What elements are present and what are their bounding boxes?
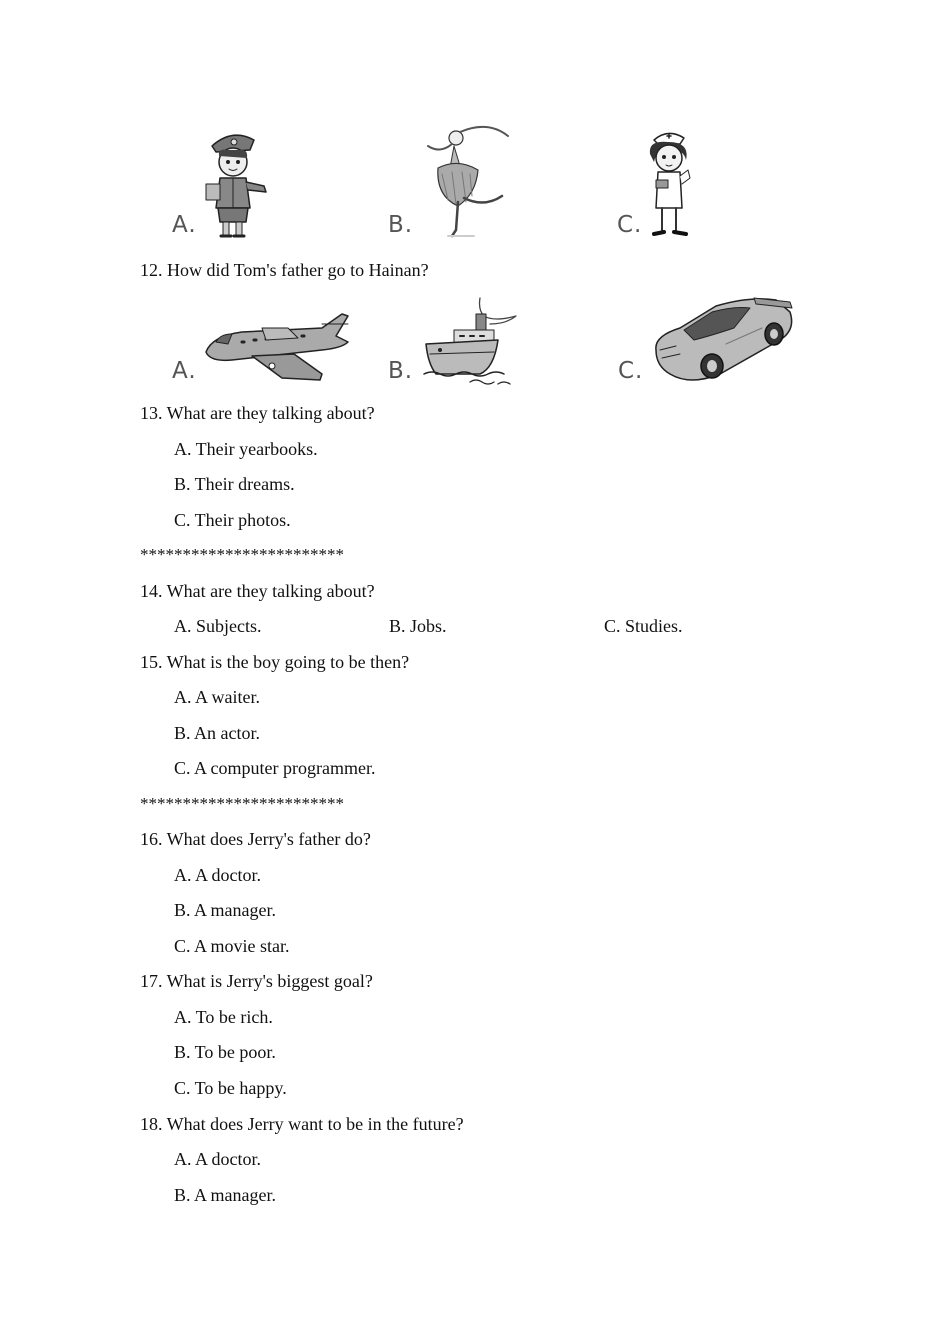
option-label-a: A.	[172, 212, 197, 238]
option-label-c: C.	[618, 358, 644, 384]
section-separator: ************************	[140, 794, 344, 813]
q13-option-a[interactable]: A. Their yearbooks.	[174, 439, 318, 459]
q14-option-b[interactable]: B. Jobs.	[389, 616, 447, 636]
q18-option-b[interactable]: B. A manager.	[174, 1185, 276, 1205]
option-label-b: B.	[388, 212, 414, 238]
question-18: 18. What does Jerry want to be in the future?	[140, 1114, 464, 1134]
question-14: 14. What are they talking about?	[140, 581, 375, 601]
q17-option-b[interactable]: B. To be poor.	[174, 1042, 276, 1062]
option-label-a: A.	[172, 358, 197, 384]
option-label-b: B.	[388, 358, 414, 384]
section-separator: ************************	[140, 545, 344, 564]
question-16: 16. What does Jerry's father do?	[140, 829, 371, 849]
q16-option-b[interactable]: B. A manager.	[174, 900, 276, 920]
q14-option-c[interactable]: C. Studies.	[604, 616, 683, 636]
option-label-c: C.	[617, 212, 643, 238]
question-12: 12. How did Tom's father go to Hainan?	[140, 260, 429, 280]
q14-option-a[interactable]: A. Subjects.	[174, 616, 262, 636]
question-15: 15. What is the boy going to be then?	[140, 652, 410, 672]
q16-option-c[interactable]: C. A movie star.	[174, 936, 290, 956]
q18-option-a[interactable]: A. A doctor.	[174, 1149, 262, 1169]
ship-icon	[420, 294, 524, 388]
q13-option-c[interactable]: C. Their photos.	[174, 510, 291, 530]
q15-option-a[interactable]: A. A waiter.	[174, 687, 260, 707]
question-17: 17. What is Jerry's biggest goal?	[140, 971, 373, 991]
car-icon	[650, 294, 796, 386]
q15-option-c[interactable]: C. A computer programmer.	[174, 758, 376, 778]
q15-option-b[interactable]: B. An actor.	[174, 723, 260, 743]
q17-option-c[interactable]: C. To be happy.	[174, 1078, 287, 1098]
nurse-icon	[640, 128, 700, 240]
q16-option-a[interactable]: A. A doctor.	[174, 865, 262, 885]
q17-option-a[interactable]: A. To be rich.	[174, 1007, 273, 1027]
police-officer-icon	[198, 128, 272, 240]
question-13: 13. What are they talking about?	[140, 403, 375, 423]
q13-option-b[interactable]: B. Their dreams.	[174, 474, 295, 494]
airplane-icon	[202, 312, 352, 384]
ballet-dancer-icon	[418, 124, 518, 240]
